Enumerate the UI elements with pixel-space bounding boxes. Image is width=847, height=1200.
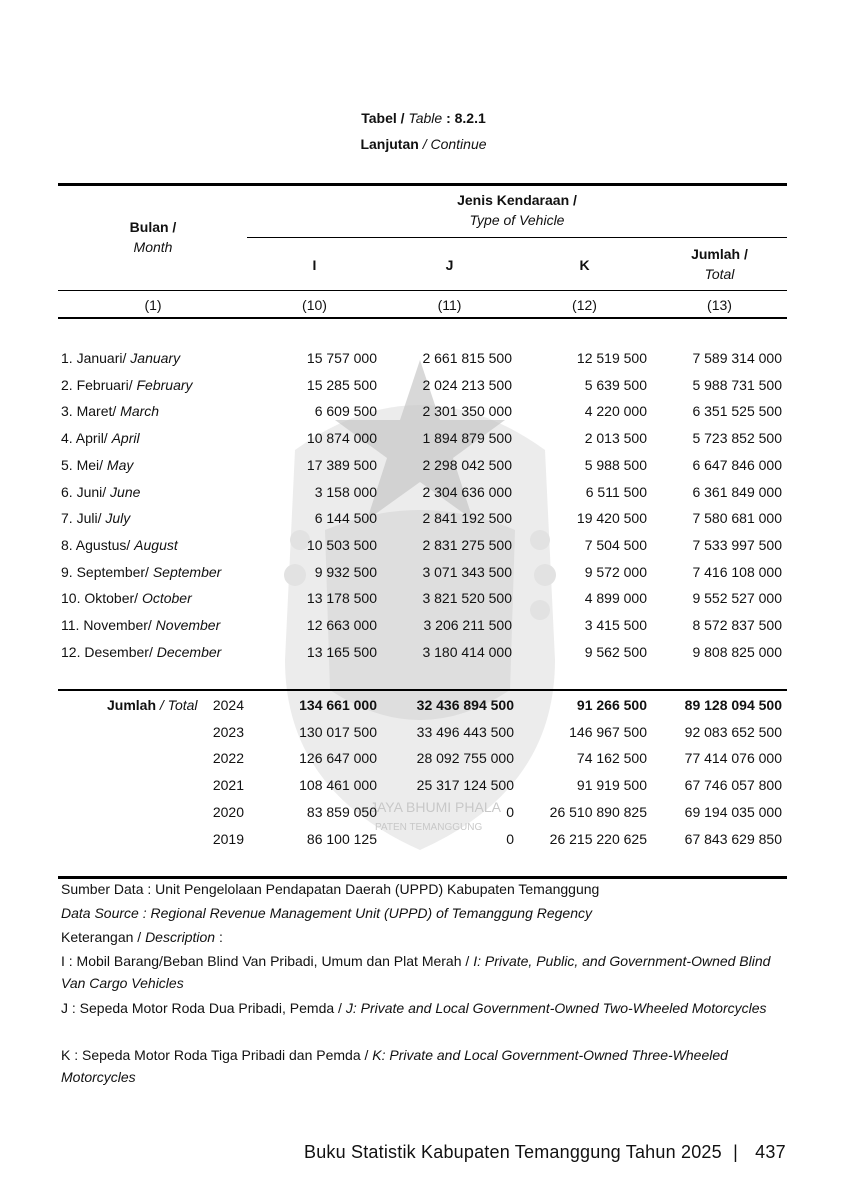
- year-label: 2020: [212, 803, 244, 820]
- value-k: 9 562 500: [584, 643, 647, 660]
- column-number: (10): [302, 297, 327, 313]
- value-k: 91 266 500: [576, 697, 647, 713]
- column-number-rule: [58, 317, 787, 319]
- column-number: (1): [144, 297, 162, 313]
- value-total: 6 361 849 000: [692, 483, 782, 500]
- value-j: 0: [506, 803, 514, 820]
- value-j: 1 894 879 500: [422, 430, 512, 447]
- total-row-label: Jumlah / Total: [107, 697, 198, 713]
- value-j: 2 024 213 500: [422, 376, 512, 393]
- value-i: 6 609 500: [314, 403, 377, 420]
- value-total: 6 647 846 000: [692, 456, 782, 473]
- value-j: 3 071 343 500: [422, 563, 512, 580]
- value-i: 10 503 500: [306, 536, 377, 553]
- value-k: 3 415 500: [584, 617, 647, 633]
- description-label: Keterangan / Description :: [61, 929, 223, 945]
- month-label: 11. November/ November: [61, 617, 221, 633]
- note-j: J : Sepeda Motor Roda Dua Pribadi, Pemda / J: Private and Local Government-Owned Two-Wheeled Motorcycles: [61, 1000, 767, 1016]
- watermark-text-1: JAYA BHUMI PHALA: [370, 799, 501, 815]
- header-bottom-rule: [58, 290, 787, 291]
- value-total: 8 572 837 500: [692, 617, 782, 633]
- value-total: 67 746 057 800: [684, 777, 782, 794]
- note-k: K : Sepeda Motor Roda Tiga Pribadi dan Pemda / K: Private and Local Government-Owned Three-Wheeled Motorcycles: [61, 1047, 728, 1085]
- value-j: 25 317 124 500: [416, 777, 514, 794]
- value-k: 26 215 220 625: [549, 830, 647, 847]
- value-k: 26 510 890 825: [549, 803, 647, 820]
- table-number-title: [0, 110, 847, 126]
- value-total: 9 552 527 000: [692, 590, 782, 607]
- month-label: 9. September/ September: [61, 563, 222, 580]
- value-k: 2 013 500: [584, 430, 647, 447]
- value-i: 10 874 000: [306, 430, 377, 447]
- value-i: 15 285 500: [306, 376, 377, 393]
- value-j: 2 841 192 500: [422, 510, 512, 527]
- month-label: 7. Juli/ July: [61, 510, 131, 527]
- year-label: 2019: [212, 830, 244, 847]
- month-label: 1. Januari/ January: [61, 350, 181, 366]
- page-number: 437: [755, 1142, 786, 1162]
- month-label: 8. Agustus/ August: [61, 536, 178, 553]
- value-k: 19 420 500: [576, 510, 647, 527]
- tabel-label-en: Table: [408, 110, 443, 126]
- value-i: 3 158 000: [314, 483, 377, 500]
- value-k: 74 162 500: [576, 750, 647, 767]
- watermark-text-2: PATEN TEMANGGUNG: [375, 822, 483, 833]
- value-k: 4 899 000: [584, 590, 647, 607]
- value-i: 12 663 000: [306, 617, 377, 633]
- value-total: 67 843 629 850: [684, 830, 782, 847]
- value-j: 2 301 350 000: [422, 403, 512, 420]
- value-j: 3 821 520 500: [422, 590, 512, 607]
- table-top-rule: [58, 183, 787, 186]
- value-total: 7 589 314 000: [692, 350, 782, 366]
- year-label: 2023: [212, 723, 244, 740]
- value-k: 6 511 500: [585, 483, 647, 500]
- value-j: 2 298 042 500: [422, 456, 512, 473]
- value-total: 7 533 997 500: [692, 536, 782, 553]
- tabel-label: Tabel /: [361, 110, 405, 126]
- value-total: 7 416 108 000: [692, 563, 782, 580]
- value-i: 130 017 500: [299, 723, 377, 740]
- value-i: 126 647 000: [299, 750, 377, 767]
- year-label: 2021: [212, 777, 244, 794]
- value-i: 9 932 500: [314, 563, 377, 580]
- year-label: 2022: [212, 750, 244, 767]
- continue-title: [0, 136, 847, 152]
- column-number: (13): [707, 297, 732, 313]
- value-k: 4 220 000: [584, 403, 647, 420]
- value-j: 33 496 443 500: [416, 723, 514, 740]
- page-footer: [304, 1142, 786, 1163]
- value-i: 13 178 500: [306, 590, 377, 607]
- value-total: 92 083 652 500: [684, 723, 782, 740]
- value-i: 6 144 500: [314, 510, 377, 527]
- footer-separator: |: [733, 1142, 738, 1162]
- value-total: 7 580 681 000: [692, 510, 782, 527]
- value-total: 6 351 525 500: [692, 403, 782, 420]
- value-i: 134 661 000: [299, 697, 377, 713]
- value-j: 0: [506, 830, 514, 847]
- value-j: 28 092 755 000: [416, 750, 514, 767]
- group-header-rule: [247, 237, 787, 238]
- month-label: 3. Maret/ March: [61, 403, 160, 420]
- value-j: 3 206 211 500: [423, 617, 512, 633]
- value-i: 15 757 000: [306, 350, 377, 366]
- lanjutan-label-en: / Continue: [422, 136, 487, 152]
- month-label: 6. Juni/ June: [61, 483, 141, 500]
- value-i: 17 389 500: [306, 456, 377, 473]
- value-total: 5 988 731 500: [692, 376, 782, 393]
- month-label: 5. Mei/ May: [61, 456, 134, 473]
- value-total: 89 128 094 500: [684, 697, 782, 713]
- note-i: I : Mobil Barang/Beban Blind Van Pribadi, Umum dan Plat Merah / I: Private, Public, and Government-Owned Blind Van Cargo Vehicles: [61, 953, 771, 991]
- column-header-i: I: [312, 257, 317, 273]
- month-column-header: Bulan / Month: [129, 219, 177, 255]
- value-k: 146 967 500: [569, 723, 647, 740]
- value-i: 86 100 125: [306, 830, 377, 847]
- month-label: 10. Oktober/ October: [61, 590, 192, 607]
- value-k: 12 519 500: [576, 350, 647, 366]
- value-total: 69 194 035 000: [684, 803, 782, 820]
- month-label: 4. April/ April: [61, 430, 140, 447]
- vehicle-type-group-header: Jenis Kendaraan / Type of Vehicle: [457, 192, 577, 228]
- column-header-k: K: [579, 257, 590, 273]
- total-section-rule: [58, 689, 787, 691]
- value-k: 5 639 500: [584, 376, 647, 393]
- value-i: 108 461 000: [299, 777, 377, 794]
- source-note-en: Data Source : Regional Revenue Management Unit (UPPD) of Temanggung Regency: [61, 905, 593, 921]
- month-label: 2. Februari/ February: [61, 376, 193, 393]
- value-j: 3 180 414 000: [422, 643, 512, 660]
- lanjutan-label: Lanjutan: [360, 136, 419, 152]
- value-k: 5 988 500: [584, 456, 647, 473]
- column-number: (11): [437, 297, 462, 313]
- value-total: 9 808 825 000: [692, 643, 782, 660]
- value-k: 9 572 000: [584, 563, 647, 580]
- value-i: 13 165 500: [306, 643, 377, 660]
- column-header-total: Jumlah / Total: [691, 246, 748, 282]
- book-title: Buku Statistik Kabupaten Temanggung Tahun 2025: [304, 1142, 722, 1162]
- value-total: 5 723 852 500: [692, 430, 782, 447]
- value-k: 7 504 500: [584, 536, 647, 553]
- value-k: 91 919 500: [576, 777, 647, 794]
- year-label: 2024: [212, 697, 244, 713]
- tabel-number: : 8.2.1: [446, 110, 486, 126]
- column-header-j: J: [445, 257, 454, 273]
- value-j: 2 304 636 000: [422, 483, 512, 500]
- value-i: 83 859 050: [306, 803, 377, 820]
- value-total: 77 414 076 000: [684, 750, 782, 767]
- value-j: 2 831 275 500: [422, 536, 512, 553]
- column-number: (12): [572, 297, 597, 313]
- month-label: 12. Desember/ December: [61, 643, 222, 660]
- value-j: 2 661 815 500: [422, 350, 512, 366]
- value-j: 32 436 894 500: [416, 697, 514, 713]
- source-note: Sumber Data : Unit Pengelolaan Pendapatan Daerah (UPPD) Kabupaten Temanggung: [61, 881, 600, 897]
